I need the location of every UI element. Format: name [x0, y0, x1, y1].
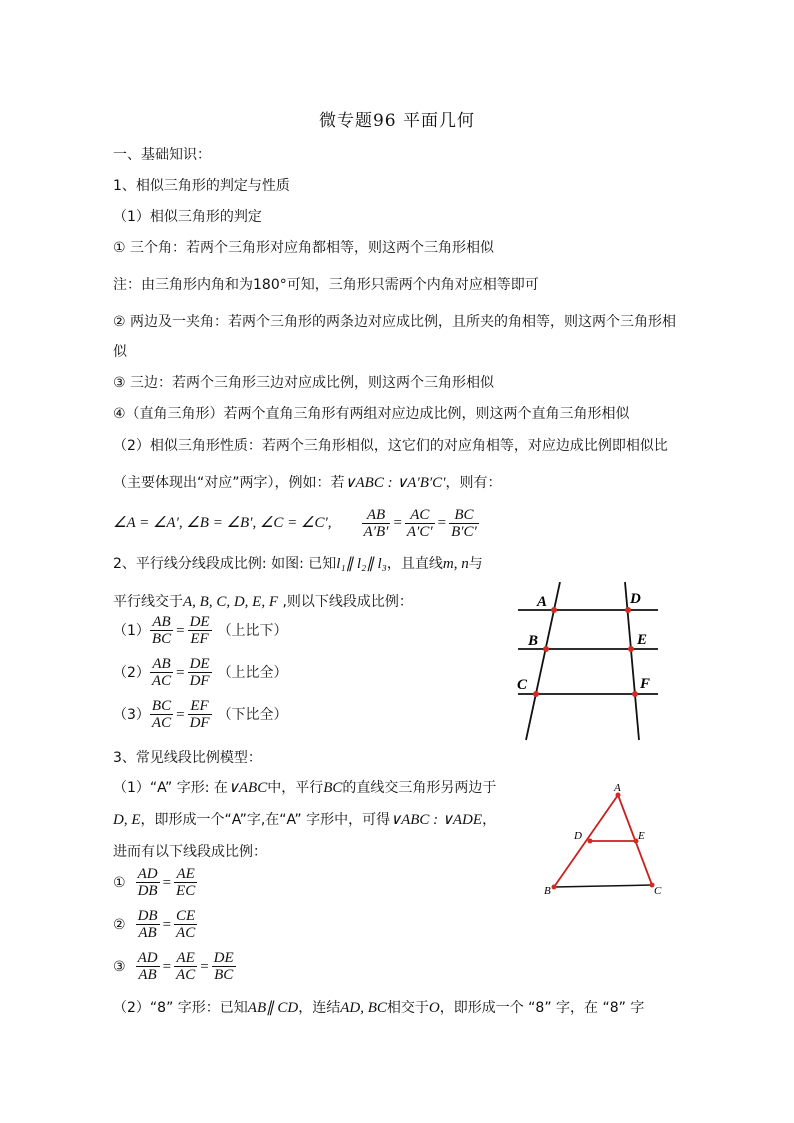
angle-equalities: ∠A = ∠A′, ∠B = ∠B′, ∠C = ∠C′, — [113, 515, 332, 531]
point-f — [632, 691, 638, 697]
numerator: AC — [405, 507, 435, 524]
item-2-heading — [113, 554, 483, 574]
ratio-fraction — [136, 950, 160, 983]
model-2-line-1 — [113, 998, 644, 1018]
model1-mid: 中，平行 — [267, 780, 324, 796]
denominator: A′B′ — [363, 523, 389, 540]
similarity-properties — [113, 505, 479, 541]
denominator: EC — [176, 883, 196, 899]
proportion-note: （上比下） — [217, 622, 288, 639]
sub-2-heading: （2）相似三角形性质：若两个三角形相似，这它们的对应角相等，对应边成比例即相似比 — [113, 438, 668, 454]
equals-sign: = — [437, 515, 447, 531]
numerator: AE — [174, 950, 197, 967]
rule-2: ② 两边及一夹角：若两个三角形的两条边对应成比例，且所夹的角相等，则这两个三角形相 — [113, 314, 676, 330]
numerator: BC — [151, 698, 172, 714]
label-d: D — [574, 830, 582, 842]
a-shape-figure — [540, 780, 670, 900]
item-number: （2） — [113, 664, 150, 681]
item-1-heading: 1、相似三角形的判定与性质 — [113, 178, 290, 194]
denominator: AC — [176, 967, 196, 983]
model2-suffix: ，即形成一个 “8” 字，在 “8” 字 — [439, 1000, 645, 1016]
label-b: B — [528, 633, 539, 649]
point-d — [625, 607, 631, 613]
side-bc — [554, 885, 652, 887]
equals-sign: = — [162, 958, 172, 975]
item2-mid: ，且直线 — [386, 556, 443, 572]
item-number: ③ — [113, 958, 126, 975]
numerator: EF — [188, 698, 212, 715]
proportion-note: （下比全） — [217, 706, 288, 723]
ratio-fraction — [174, 950, 197, 983]
label-b: B — [544, 885, 551, 897]
model1-suffix: 的直线交三角形另两边于 — [342, 780, 497, 796]
model2-mid2: 相交于 — [386, 1000, 429, 1016]
numerator: AE — [174, 866, 197, 883]
point-a — [551, 607, 557, 613]
parallel-lines-figure — [513, 582, 663, 742]
point-o: O — [428, 1000, 440, 1016]
parallel-ab-cd: AB∥ CD — [247, 1000, 299, 1016]
model2-mid: ，连结 — [298, 1000, 341, 1016]
label-a: A — [537, 594, 548, 610]
note-1: 注：由三角形内角和为180°可知，三角形只需两个内角对应相等即可 — [113, 277, 539, 293]
item2-prefix: 2、平行线分线段成比例: 如图: 已知 — [113, 556, 337, 572]
label-c: C — [517, 677, 528, 693]
denominator: AC — [151, 673, 172, 689]
numerator: DB — [137, 908, 158, 924]
point-d — [588, 839, 593, 844]
parallel-lines-expr: l₁∥ l₂∥ l₃ — [336, 556, 387, 572]
item-2-intersections — [113, 592, 413, 612]
numerator: BC — [449, 507, 479, 524]
point-e — [628, 646, 634, 652]
rule-4: ④（直角三角形）若两个直角三角形有两组对应边成比例，则这两个直角三角形相似 — [113, 406, 630, 422]
item-number: ① — [113, 874, 126, 891]
denominator: BC — [151, 631, 172, 647]
point-b — [552, 885, 557, 890]
item2b-prefix: 平行线交于 — [113, 594, 183, 610]
model-ratio-item — [113, 908, 197, 941]
numerator: AB — [362, 507, 391, 524]
similarity-expression: ∨ABC : ∨A′B′C′ — [344, 475, 446, 491]
example-prefix: （主要体现出“对应”两字），例如：若 — [113, 475, 345, 491]
page-title: 微专题96 平面几何 — [318, 111, 476, 131]
proportion-item — [113, 656, 288, 689]
model1-text: ，即形成一个“A”字,在“A” 字形中，可得 — [140, 812, 391, 828]
points-de: D, E — [113, 812, 141, 828]
label-c: C — [654, 885, 662, 897]
model2-prefix: （2）“8” 字形：已知 — [113, 1000, 248, 1016]
model-1-line-1 — [113, 778, 496, 798]
label-d: D — [630, 591, 641, 607]
item-number: ② — [113, 916, 126, 933]
equals-sign: = — [162, 874, 172, 891]
sub-2-example — [113, 473, 501, 493]
points-list: A, B, C, D, E, F — [183, 594, 278, 610]
model-ratio-item — [113, 950, 236, 983]
label-e: E — [638, 830, 645, 842]
denominator: B′C′ — [451, 523, 477, 540]
ratio-fraction — [188, 614, 212, 647]
denominator: AB — [138, 925, 157, 941]
numerator: AB — [150, 614, 173, 631]
denominator: AB — [138, 967, 157, 983]
numerator: DE — [189, 614, 210, 630]
similarity-ratio — [362, 507, 479, 540]
ratio-fraction — [136, 908, 160, 941]
proportion-note: （上比全） — [217, 664, 288, 681]
numerator: DE — [189, 656, 210, 672]
point-b — [543, 646, 549, 652]
equals-sign: = — [176, 664, 185, 681]
ratio-fraction — [150, 698, 173, 731]
equals-sign: = — [393, 515, 402, 531]
denominator: BC — [214, 967, 234, 983]
proportion-item — [113, 614, 288, 647]
ratio-fraction — [150, 614, 173, 647]
denominator: EF — [190, 631, 209, 647]
numerator: CE — [176, 908, 196, 924]
equals-sign: = — [176, 706, 185, 723]
item-number: （1） — [113, 622, 150, 639]
denominator: AC — [151, 715, 172, 731]
segments-ad-bc: AD, BC — [340, 1000, 387, 1016]
section-heading: 一、基础知识： — [113, 147, 211, 163]
example-suffix: ，则有： — [445, 475, 502, 491]
item2-suffix: 与 — [468, 556, 483, 572]
ratio-fraction — [449, 507, 479, 540]
rule-2-cont: 似 — [113, 344, 127, 360]
label-f: F — [640, 676, 651, 692]
ratio-fraction — [174, 866, 197, 899]
item-number: （3） — [113, 706, 150, 723]
ratio-fraction — [405, 507, 435, 540]
denominator: DF — [189, 715, 210, 731]
triangle-abc: ∨ABC — [227, 780, 268, 796]
proportion-item — [113, 698, 288, 731]
model1-end: ， — [482, 812, 497, 828]
model-ratio-item — [113, 866, 197, 899]
ratio-fraction — [174, 908, 197, 941]
item2b-suffix: ,则以下线段成比例： — [278, 594, 413, 610]
segment-bc: BC — [323, 780, 343, 796]
lines-mn: m, n — [442, 556, 469, 572]
model1-prefix: （1）“A” 字形: 在 — [113, 780, 228, 796]
point-c — [533, 691, 539, 697]
equals-sign: = — [176, 622, 185, 639]
numerator: AB — [150, 656, 173, 673]
denominator: DF — [189, 673, 210, 689]
ratio-fraction — [188, 656, 212, 689]
label-e: E — [637, 632, 648, 648]
ratio-fraction — [150, 656, 173, 689]
ratio-fraction — [362, 507, 391, 540]
numerator: AD — [137, 866, 158, 882]
denominator: DB — [137, 883, 158, 899]
ratio-fraction — [212, 950, 236, 983]
rule-3: ③ 三边：若两个三角形三边对应成比例，则这两个三角形相似 — [113, 375, 494, 391]
rule-1: ① 三个角：若两个三角形对应角都相等，则这两个三角形相似 — [113, 240, 494, 256]
ratio-fraction — [136, 866, 160, 899]
equals-sign: = — [200, 958, 209, 975]
model-1-line-3: 进而有以下线段成比例： — [113, 844, 267, 860]
numerator: AD — [137, 950, 158, 966]
denominator: AC — [176, 925, 196, 941]
numerator: DE — [213, 950, 234, 966]
model-1-line-2 — [113, 810, 496, 830]
equals-sign: = — [162, 916, 172, 933]
item-3-heading: 3、常见线段比例模型： — [113, 750, 262, 766]
similar-triangles: ∨ABC : ∨ADE — [390, 812, 483, 828]
ratio-fraction — [188, 698, 212, 731]
sub-1-heading: （1）相似三角形的判定 — [113, 209, 262, 225]
denominator: A′C′ — [406, 523, 433, 540]
label-a: A — [614, 782, 621, 794]
